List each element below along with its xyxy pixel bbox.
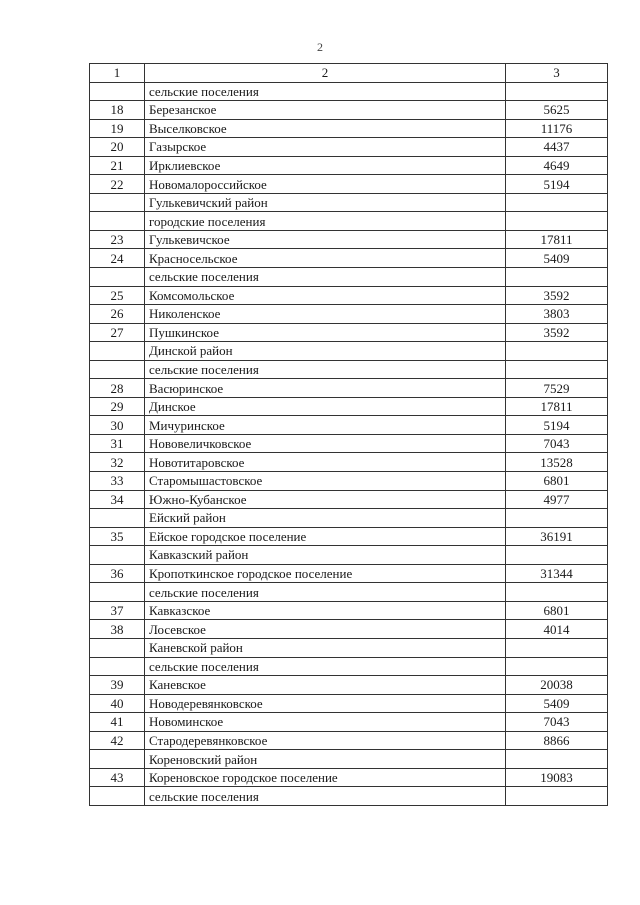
row-name-cell: Гулькевичский район: [145, 193, 506, 212]
row-number-cell: 39: [90, 676, 145, 695]
row-value-cell: 5409: [506, 249, 608, 268]
row-name-cell: Нововеличковское: [145, 434, 506, 453]
row-value-cell: [506, 193, 608, 212]
row-number-cell: 42: [90, 731, 145, 750]
row-value-cell: 31344: [506, 564, 608, 583]
table-row: [90, 360, 608, 379]
row-number-cell: [90, 657, 145, 676]
row-value-cell: [506, 546, 608, 565]
table-row: [90, 601, 608, 620]
row-name-cell: Пушкинское: [145, 323, 506, 342]
row-number-cell: [90, 546, 145, 565]
row-number-cell: [90, 212, 145, 231]
row-name-cell: Лосевское: [145, 620, 506, 639]
row-value-cell: [506, 787, 608, 806]
row-number-cell: 22: [90, 175, 145, 194]
row-name-cell: Кореновское городское поселение: [145, 768, 506, 787]
row-value-cell: 17811: [506, 230, 608, 249]
row-number-cell: [90, 787, 145, 806]
row-name-cell: Кавказский район: [145, 546, 506, 565]
table-row: [90, 212, 608, 231]
row-value-cell: [506, 82, 608, 101]
row-value-cell: 17811: [506, 397, 608, 416]
row-name-cell: Ейский район: [145, 509, 506, 528]
row-name-cell: Динской район: [145, 342, 506, 361]
row-number-cell: [90, 268, 145, 287]
row-name-cell: сельские поселения: [145, 657, 506, 676]
row-value-cell: [506, 342, 608, 361]
row-name-cell: Каневское: [145, 676, 506, 695]
row-name-cell: Новодеревянковское: [145, 694, 506, 713]
row-value-cell: 4977: [506, 490, 608, 509]
row-number-cell: [90, 638, 145, 657]
row-number-cell: 32: [90, 453, 145, 472]
row-number-cell: [90, 82, 145, 101]
row-number-cell: 18: [90, 101, 145, 120]
table-row: [90, 101, 608, 120]
row-name-cell: Новомалороссийское: [145, 175, 506, 194]
row-number-cell: 36: [90, 564, 145, 583]
row-name-cell: сельские поселения: [145, 82, 506, 101]
row-number-cell: 28: [90, 379, 145, 398]
row-name-cell: Новоминское: [145, 713, 506, 732]
row-value-cell: 5194: [506, 416, 608, 435]
row-name-cell: Николенское: [145, 305, 506, 324]
table-row: [90, 638, 608, 657]
column-header-value: 3: [506, 64, 608, 83]
row-value-cell: [506, 583, 608, 602]
table-header-row: [90, 64, 608, 83]
row-number-cell: 30: [90, 416, 145, 435]
row-name-cell: Ейское городское поселение: [145, 527, 506, 546]
row-value-cell: 7529: [506, 379, 608, 398]
row-number-cell: [90, 583, 145, 602]
row-number-cell: 37: [90, 601, 145, 620]
table-row: [90, 397, 608, 416]
row-number-cell: 40: [90, 694, 145, 713]
row-number-cell: 23: [90, 230, 145, 249]
table-row: [90, 434, 608, 453]
row-number-cell: 27: [90, 323, 145, 342]
table-row: [90, 787, 608, 806]
page-number: 2: [317, 40, 323, 54]
row-name-cell: Стародеревянковское: [145, 731, 506, 750]
row-name-cell: Васюринское: [145, 379, 506, 398]
row-number-cell: 20: [90, 138, 145, 157]
column-header-number: 1: [90, 64, 145, 83]
row-number-cell: [90, 193, 145, 212]
table-row: [90, 138, 608, 157]
row-name-cell: Красносельское: [145, 249, 506, 268]
table-row: [90, 268, 608, 287]
row-number-cell: 41: [90, 713, 145, 732]
row-value-cell: 3592: [506, 286, 608, 305]
table-row: [90, 175, 608, 194]
row-number-cell: [90, 360, 145, 379]
row-name-cell: Ирклиевское: [145, 156, 506, 175]
table-row: [90, 620, 608, 639]
row-number-cell: 35: [90, 527, 145, 546]
row-name-cell: городские поселения: [145, 212, 506, 231]
table-row: [90, 490, 608, 509]
row-name-cell: Кореновский район: [145, 750, 506, 769]
table-row: [90, 768, 608, 787]
table-row: [90, 472, 608, 491]
row-name-cell: Южно-Кубанское: [145, 490, 506, 509]
settlements-table: [89, 63, 608, 806]
row-number-cell: 34: [90, 490, 145, 509]
row-number-cell: 31: [90, 434, 145, 453]
row-value-cell: [506, 509, 608, 528]
table-row: [90, 82, 608, 101]
table-row: [90, 323, 608, 342]
table-row: [90, 509, 608, 528]
table-row: [90, 564, 608, 583]
row-value-cell: 20038: [506, 676, 608, 695]
row-value-cell: [506, 360, 608, 379]
table-row: [90, 731, 608, 750]
row-name-cell: сельские поселения: [145, 360, 506, 379]
table-row: [90, 379, 608, 398]
row-name-cell: Кавказское: [145, 601, 506, 620]
row-value-cell: [506, 212, 608, 231]
row-value-cell: [506, 268, 608, 287]
table-row: [90, 230, 608, 249]
row-name-cell: Мичуринское: [145, 416, 506, 435]
table-row: [90, 249, 608, 268]
row-name-cell: сельские поселения: [145, 268, 506, 287]
row-value-cell: 11176: [506, 119, 608, 138]
row-name-cell: сельские поселения: [145, 583, 506, 602]
row-name-cell: Березанское: [145, 101, 506, 120]
row-number-cell: 38: [90, 620, 145, 639]
row-name-cell: Динское: [145, 397, 506, 416]
row-value-cell: 5194: [506, 175, 608, 194]
table-row: [90, 119, 608, 138]
row-number-cell: 43: [90, 768, 145, 787]
row-value-cell: 6801: [506, 472, 608, 491]
row-number-cell: 25: [90, 286, 145, 305]
row-value-cell: 36191: [506, 527, 608, 546]
row-number-cell: 33: [90, 472, 145, 491]
row-name-cell: Выселковское: [145, 119, 506, 138]
column-header-name: 2: [145, 64, 506, 83]
row-name-cell: Газырское: [145, 138, 506, 157]
row-name-cell: Старомышастовское: [145, 472, 506, 491]
table-row: [90, 546, 608, 565]
row-number-cell: 29: [90, 397, 145, 416]
row-value-cell: 4649: [506, 156, 608, 175]
row-value-cell: 8866: [506, 731, 608, 750]
row-value-cell: [506, 657, 608, 676]
row-value-cell: 5625: [506, 101, 608, 120]
row-name-cell: сельские поселения: [145, 787, 506, 806]
row-name-cell: Кропоткинское городское поселение: [145, 564, 506, 583]
row-number-cell: [90, 342, 145, 361]
row-value-cell: 3803: [506, 305, 608, 324]
row-value-cell: 13528: [506, 453, 608, 472]
row-number-cell: [90, 509, 145, 528]
table-row: [90, 156, 608, 175]
row-value-cell: 7043: [506, 434, 608, 453]
row-value-cell: 19083: [506, 768, 608, 787]
row-name-cell: Новотитаровское: [145, 453, 506, 472]
row-number-cell: 26: [90, 305, 145, 324]
table-row: [90, 694, 608, 713]
table-row: [90, 305, 608, 324]
table-row: [90, 416, 608, 435]
table-row: [90, 527, 608, 546]
table-row: [90, 713, 608, 732]
row-name-cell: Гулькевичское: [145, 230, 506, 249]
row-value-cell: 7043: [506, 713, 608, 732]
table-row: [90, 342, 608, 361]
row-number-cell: 21: [90, 156, 145, 175]
row-number-cell: 24: [90, 249, 145, 268]
row-value-cell: 5409: [506, 694, 608, 713]
table-row: [90, 193, 608, 212]
row-name-cell: Каневской район: [145, 638, 506, 657]
row-value-cell: 6801: [506, 601, 608, 620]
row-number-cell: [90, 750, 145, 769]
table-row: [90, 750, 608, 769]
row-value-cell: [506, 638, 608, 657]
row-value-cell: [506, 750, 608, 769]
table-row: [90, 583, 608, 602]
table-row: [90, 657, 608, 676]
table-row: [90, 453, 608, 472]
row-value-cell: 4437: [506, 138, 608, 157]
table-row: [90, 676, 608, 695]
table-row: [90, 286, 608, 305]
row-number-cell: 19: [90, 119, 145, 138]
row-value-cell: 4014: [506, 620, 608, 639]
row-value-cell: 3592: [506, 323, 608, 342]
row-name-cell: Комсомольское: [145, 286, 506, 305]
